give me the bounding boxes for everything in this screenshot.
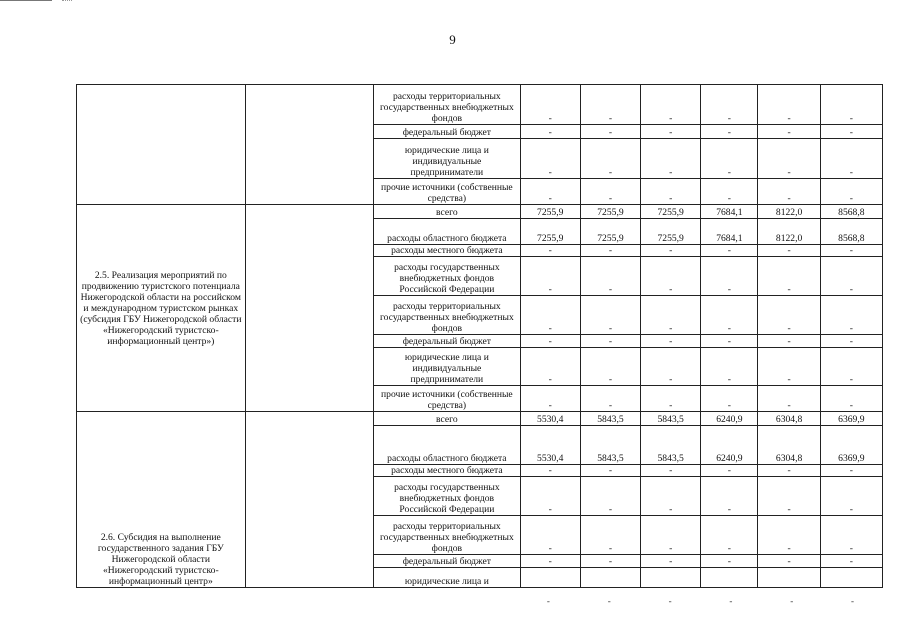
year-value-4: - bbox=[701, 386, 758, 412]
year-value-1: 7255,9 bbox=[520, 219, 580, 245]
funding-source: федеральный бюджет bbox=[374, 125, 521, 139]
year-value-3: - bbox=[641, 125, 701, 139]
funding-source: прочие источники (собственные средства) bbox=[374, 179, 521, 205]
year-value-6: - bbox=[820, 179, 882, 205]
year-value-1: - bbox=[520, 139, 580, 179]
year-value-6 bbox=[820, 568, 882, 588]
executor-cell bbox=[245, 412, 373, 588]
year-value-6: - bbox=[820, 85, 882, 125]
year-value-4: - bbox=[701, 125, 758, 139]
overflow-dash: - bbox=[790, 596, 794, 606]
year-value-4: 7684,1 bbox=[701, 205, 758, 219]
year-value-5: - bbox=[758, 179, 820, 205]
executor-cell bbox=[245, 85, 373, 205]
year-value-6: - bbox=[820, 477, 882, 516]
year-value-1: 7255,9 bbox=[520, 205, 580, 219]
year-value-1: - bbox=[520, 257, 580, 296]
year-value-2: - bbox=[580, 335, 640, 348]
year-value-1 bbox=[520, 568, 580, 588]
year-value-2: - bbox=[580, 179, 640, 205]
year-value-2: 7255,9 bbox=[580, 219, 640, 245]
year-value-1: - bbox=[520, 477, 580, 516]
year-value-2: - bbox=[580, 257, 640, 296]
year-value-5: - bbox=[758, 125, 820, 139]
year-value-4: 6240,9 bbox=[701, 426, 758, 465]
page-number: 9 bbox=[449, 32, 456, 47]
year-value-1: - bbox=[520, 179, 580, 205]
year-value-5: 6304,8 bbox=[758, 426, 820, 465]
year-value-6: 8568,8 bbox=[820, 205, 882, 219]
year-value-1: - bbox=[520, 335, 580, 348]
year-value-3: - bbox=[641, 245, 701, 257]
overflow-dash: - bbox=[851, 596, 855, 606]
year-value-1: - bbox=[520, 296, 580, 335]
year-value-1: - bbox=[520, 245, 580, 257]
funding-source: всего bbox=[374, 412, 521, 426]
year-value-2: - bbox=[580, 465, 640, 477]
year-value-4: - bbox=[701, 139, 758, 179]
year-value-3: 7255,9 bbox=[641, 205, 701, 219]
year-value-5: - bbox=[758, 296, 820, 335]
year-value-6: 6369,9 bbox=[820, 426, 882, 465]
funding-source: юридические лица и bbox=[374, 568, 521, 588]
year-value-2: - bbox=[580, 125, 640, 139]
year-value-3: - bbox=[641, 335, 701, 348]
year-value-2: - bbox=[580, 477, 640, 516]
year-value-3: - bbox=[641, 386, 701, 412]
year-value-4: 7684,1 bbox=[701, 219, 758, 245]
year-value-5: - bbox=[758, 516, 820, 555]
year-value-1: 5530,4 bbox=[520, 426, 580, 465]
year-value-3: - bbox=[641, 139, 701, 179]
funding-source: расходы государственных внебюджетных фондов Российской Федерации bbox=[374, 257, 521, 296]
year-value-2: 5843,5 bbox=[580, 426, 640, 465]
funding-source: юридические лица и индивидуальные предприниматели bbox=[374, 348, 521, 386]
overflow-dash: - bbox=[546, 596, 550, 606]
year-value-2: - bbox=[580, 85, 640, 125]
year-value-2 bbox=[580, 568, 640, 588]
funding-source: расходы местного бюджета bbox=[374, 245, 521, 257]
funding-source: расходы территориальных государственных внебюджетных фондов bbox=[374, 516, 521, 555]
year-value-3: - bbox=[641, 257, 701, 296]
year-value-6: 6369,9 bbox=[820, 412, 882, 426]
year-value-5: 8122,0 bbox=[758, 219, 820, 245]
scan-mark bbox=[0, 0, 52, 1]
year-value-4: 6240,9 bbox=[701, 412, 758, 426]
year-value-2: 7255,9 bbox=[580, 205, 640, 219]
program-item-title: 2.6. Субсидия на выполнение государственного задания ГБУ Нижегородской области «Нижегородский туристско-информационный центр» bbox=[77, 412, 246, 588]
overflow-dash: - bbox=[729, 596, 733, 606]
year-value-3: - bbox=[641, 179, 701, 205]
executor-cell bbox=[245, 205, 373, 412]
year-value-5: - bbox=[758, 348, 820, 386]
year-value-6: - bbox=[820, 386, 882, 412]
year-value-5: - bbox=[758, 257, 820, 296]
year-value-5: 8122,0 bbox=[758, 205, 820, 219]
budget-table bbox=[76, 84, 883, 588]
year-value-4: - bbox=[701, 85, 758, 125]
year-value-4 bbox=[701, 568, 758, 588]
year-value-1: - bbox=[520, 348, 580, 386]
funding-source: расходы местного бюджета bbox=[374, 465, 521, 477]
year-value-5 bbox=[758, 568, 820, 588]
year-value-1: 5530,4 bbox=[520, 412, 580, 426]
overflow-dash: - bbox=[607, 596, 611, 606]
scan-mark bbox=[62, 0, 72, 1]
year-value-4: - bbox=[701, 348, 758, 386]
funding-source: федеральный бюджет bbox=[374, 555, 521, 568]
year-value-2: - bbox=[580, 516, 640, 555]
table-row bbox=[77, 412, 883, 426]
year-value-3: - bbox=[641, 555, 701, 568]
funding-source: расходы территориальных государственных внебюджетных фондов bbox=[374, 296, 521, 335]
year-value-4: - bbox=[701, 516, 758, 555]
year-value-4: - bbox=[701, 245, 758, 257]
year-value-3 bbox=[641, 568, 701, 588]
year-value-6: - bbox=[820, 465, 882, 477]
year-value-6: - bbox=[820, 125, 882, 139]
year-value-4: - bbox=[701, 465, 758, 477]
year-value-1: - bbox=[520, 555, 580, 568]
year-value-3: - bbox=[641, 477, 701, 516]
year-value-2: - bbox=[580, 245, 640, 257]
year-value-4: - bbox=[701, 555, 758, 568]
year-value-5: - bbox=[758, 386, 820, 412]
year-value-1: - bbox=[520, 465, 580, 477]
program-item-continuation bbox=[77, 85, 246, 205]
year-value-3: - bbox=[641, 465, 701, 477]
funding-source: расходы государственных внебюджетных фондов Российской Федерации bbox=[374, 477, 521, 516]
funding-source: всего bbox=[374, 205, 521, 219]
year-value-5: - bbox=[758, 465, 820, 477]
funding-source: расходы областного бюджета bbox=[374, 219, 521, 245]
table-row bbox=[77, 205, 883, 219]
year-value-5: - bbox=[758, 335, 820, 348]
year-value-5: - bbox=[758, 245, 820, 257]
year-value-4: - bbox=[701, 296, 758, 335]
year-value-1: - bbox=[520, 85, 580, 125]
year-value-2: - bbox=[580, 555, 640, 568]
year-value-6: - bbox=[820, 257, 882, 296]
funding-source: расходы территориальных государственных внебюджетных фондов bbox=[374, 85, 521, 125]
year-value-1: - bbox=[520, 386, 580, 412]
table-row bbox=[77, 85, 883, 125]
year-value-6: - bbox=[820, 245, 882, 257]
year-value-3: - bbox=[641, 85, 701, 125]
year-value-6: - bbox=[820, 296, 882, 335]
year-value-5: 6304,8 bbox=[758, 412, 820, 426]
year-value-3: - bbox=[641, 348, 701, 386]
year-value-3: - bbox=[641, 296, 701, 335]
year-value-6: - bbox=[820, 139, 882, 179]
year-value-6: - bbox=[820, 516, 882, 555]
year-value-5: - bbox=[758, 85, 820, 125]
year-value-4: - bbox=[701, 257, 758, 296]
budget-table-body bbox=[77, 85, 883, 588]
year-value-2: - bbox=[580, 348, 640, 386]
year-value-3: 7255,9 bbox=[641, 219, 701, 245]
overflow-dash: - bbox=[668, 596, 672, 606]
funding-source: прочие источники (собственные средства) bbox=[374, 386, 521, 412]
year-value-3: 5843,5 bbox=[641, 426, 701, 465]
year-value-4: - bbox=[701, 335, 758, 348]
overflow-dashes bbox=[518, 596, 883, 608]
funding-source: федеральный бюджет bbox=[374, 335, 521, 348]
funding-source: юридические лица и индивидуальные предприниматели bbox=[374, 139, 521, 179]
year-value-1: - bbox=[520, 125, 580, 139]
year-value-5: - bbox=[758, 139, 820, 179]
year-value-5: - bbox=[758, 477, 820, 516]
year-value-2: - bbox=[580, 139, 640, 179]
funding-source: расходы областного бюджета bbox=[374, 426, 521, 465]
year-value-4: - bbox=[701, 179, 758, 205]
year-value-2: - bbox=[580, 386, 640, 412]
year-value-6: - bbox=[820, 555, 882, 568]
year-value-5: - bbox=[758, 555, 820, 568]
year-value-6: - bbox=[820, 335, 882, 348]
year-value-6: - bbox=[820, 348, 882, 386]
year-value-4: - bbox=[701, 477, 758, 516]
year-value-2: - bbox=[580, 296, 640, 335]
year-value-2: 5843,5 bbox=[580, 412, 640, 426]
year-value-3: 5843,5 bbox=[641, 412, 701, 426]
program-item-title: 2.5. Реализация мероприятий по продвижению туристского потенциала Нижегородской области на российском и международном туристском рынках (субсидия ГБУ Нижегородской области «Нижегородский туристско-информационный центр») bbox=[77, 205, 246, 412]
year-value-3: - bbox=[641, 516, 701, 555]
year-value-1: - bbox=[520, 516, 580, 555]
year-value-6: 8568,8 bbox=[820, 219, 882, 245]
